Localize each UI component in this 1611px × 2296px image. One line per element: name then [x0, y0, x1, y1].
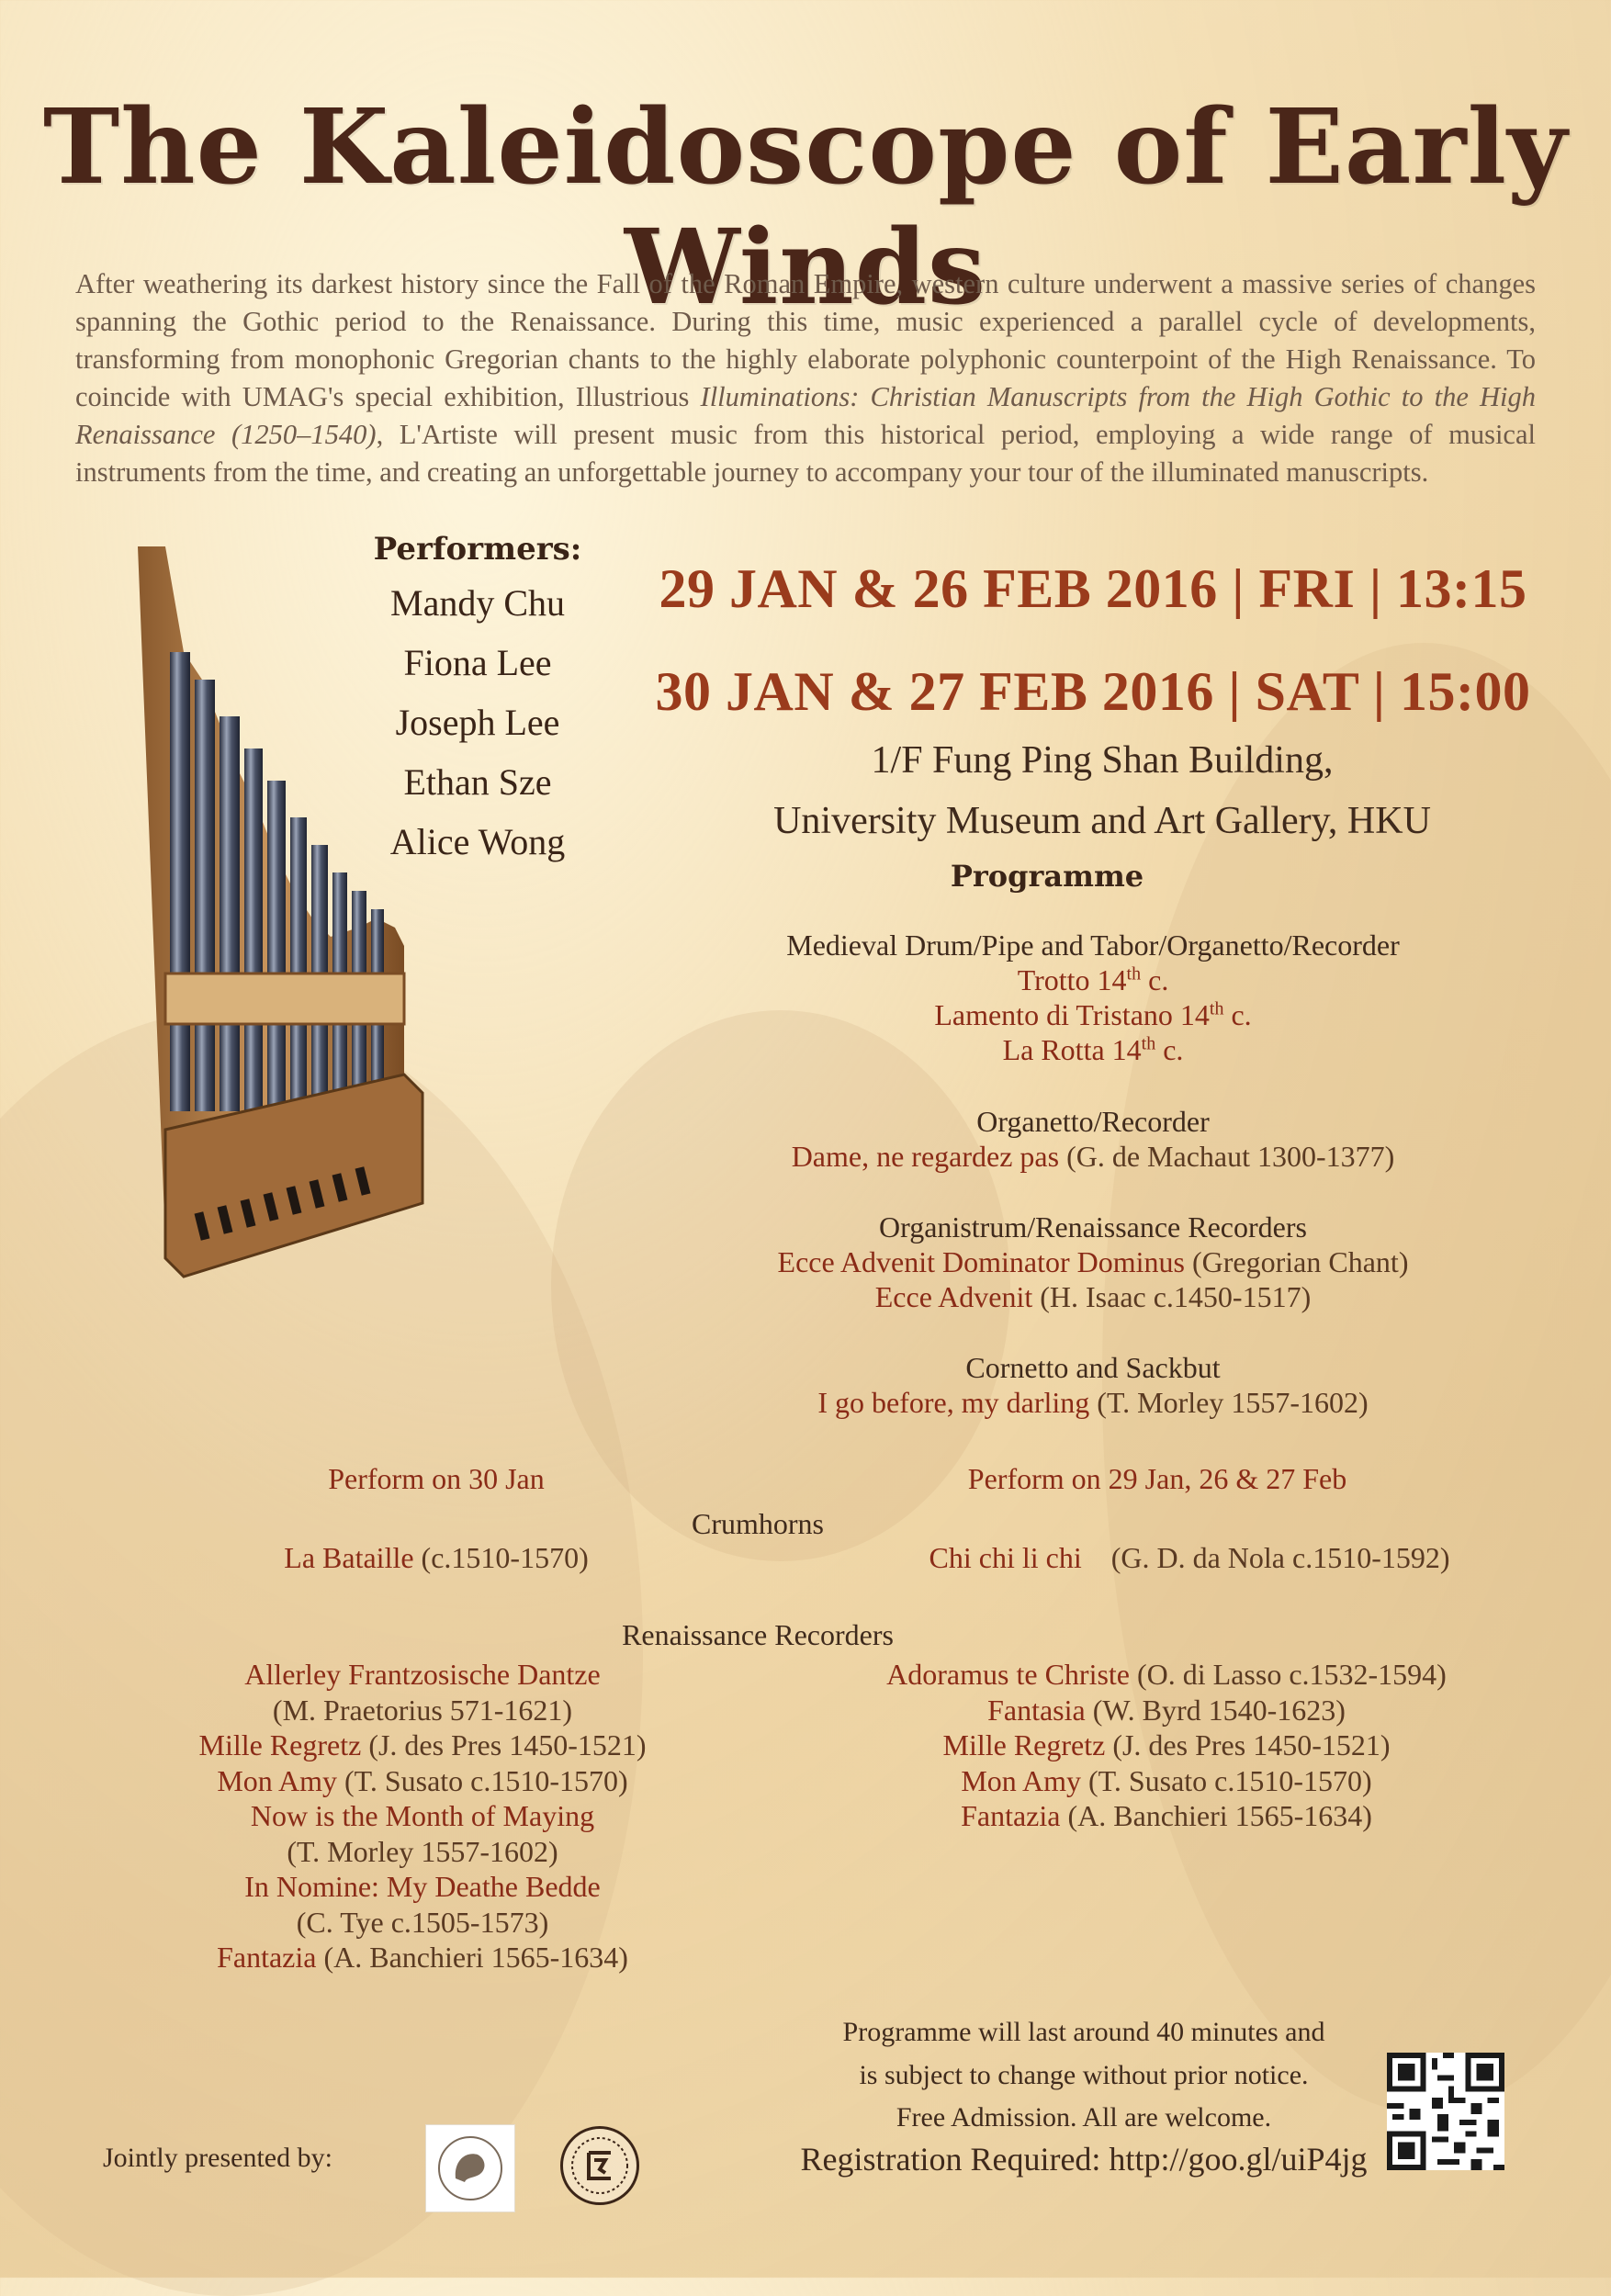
work-item: [129, 1763, 716, 1799]
work-century-sup: th: [1126, 963, 1142, 985]
work-item: [634, 1139, 1552, 1174]
work-item: [129, 1693, 716, 1728]
notice-line: Free Admission. All are welcome.: [896, 2102, 1272, 2133]
poster-title: The Kaleidoscope of Early Winds: [42, 87, 1569, 328]
umag-logo: [425, 2124, 515, 2212]
intro-text-end: , L'Artiste will present music from this historical period, employing a wide range of musical instruments from the time, and creating an unforgettable journey to accompany your tour of the illuminated manuscripts.: [75, 418, 1536, 488]
event-dates: [634, 537, 1552, 743]
section-heading: Cornetto and Sackbut: [965, 1351, 1221, 1384]
date-saturday: 30 JAN & 27 FEB 2016 | SAT | 15:00: [655, 661, 1531, 722]
programme-section-organistrum: [634, 1210, 1552, 1314]
intro-text: After weathering its darkest history since the Fall of the Roman Empire, western culture underwent a massive series of changes spanning the Gothic period to the Renaissance. During this time, music experienced a parallel cycle of developments, transforming from monophonic Gregorian chants to the highly elaborate polyphonic counterpoint of the High Renaissance. To coincide with UMAG's special exhibition, Illustrious: [75, 267, 1536, 412]
work-title: I go before, my darling: [817, 1386, 1090, 1419]
work-credit: (A. Banchieri 1565-1634): [1067, 1799, 1372, 1832]
work-credit: (G. de Machaut 1300-1377): [1066, 1140, 1395, 1173]
work-item: [808, 1763, 1525, 1799]
work-item: [129, 1728, 716, 1763]
work-item: [634, 997, 1552, 1032]
performer-name: Mandy Chu: [390, 582, 565, 624]
work-item: [634, 962, 1552, 997]
work-title: La Bataille: [284, 1541, 414, 1574]
performer-name: Fiona Lee: [403, 642, 552, 683]
venue-line: 1/F Fung Ping Shan Building,: [871, 739, 1334, 782]
work-item: [129, 1869, 716, 1905]
work-credit: (T. Morley 1557-1602): [287, 1834, 558, 1868]
work-century: 14: [1179, 998, 1210, 1031]
work-credit: (G. D. da Nola c.1510-1592): [1110, 1541, 1450, 1574]
work-title: Fantasia: [987, 1693, 1086, 1727]
venue-line: University Museum and Art Gallery, HKU: [773, 800, 1431, 842]
intro-paragraph: [75, 265, 1536, 491]
crumhorns-right-work: [822, 1540, 1557, 1576]
programme-section-organetto: [634, 1104, 1552, 1174]
work-credit: (J. des Pres 1450-1521): [1112, 1728, 1391, 1761]
work-credit: (c.1510-1570): [421, 1541, 589, 1574]
work-title: Mille Regretz: [942, 1728, 1106, 1761]
work-item: [129, 1798, 716, 1834]
work-item: [808, 1798, 1525, 1834]
recorders-left-column: [129, 1657, 716, 1975]
venue: [680, 730, 1525, 851]
work-century: 14: [1111, 1033, 1142, 1066]
work-item: [129, 1905, 716, 1941]
crumhorns-left-work: [161, 1540, 712, 1576]
jointly-presented-label: Jointly presented by:: [103, 2143, 332, 2173]
crumhorns-heading: Crumhorns: [692, 1507, 824, 1540]
work-title: Fantazia: [217, 1941, 317, 1974]
work-item: [634, 1244, 1552, 1279]
work-credit: (A. Banchieri 1565-1634): [323, 1941, 628, 1974]
work-credit: (W. Byrd 1540-1623): [1092, 1693, 1346, 1727]
recorders-right-column: [808, 1657, 1525, 1834]
work-century: 14: [1097, 963, 1127, 996]
work-item: [129, 1657, 716, 1693]
work-credit: (J. des Pres 1450-1521): [368, 1728, 647, 1761]
work-item: [634, 1385, 1552, 1420]
section-heading: Medieval Drum/Pipe and Tabor/Organetto/Recorder: [786, 929, 1400, 962]
performer-name: Alice Wong: [389, 821, 566, 862]
work-credit: (T. Susato c.1510-1570): [344, 1763, 628, 1797]
work-item: [634, 1032, 1552, 1067]
work-century-sup: th: [1141, 1033, 1156, 1054]
work-title: Ecce Advenit: [874, 1280, 1033, 1313]
work-title: Trotto: [1017, 963, 1090, 996]
work-item: [808, 1657, 1525, 1693]
work-century-suffix: c.: [1231, 998, 1252, 1031]
performers-list: [340, 531, 615, 872]
programme-section-medieval: [634, 928, 1552, 1067]
work-credit: (M. Praetorius 571-1621): [272, 1693, 573, 1727]
work-title: Dame, ne regardez pas: [791, 1140, 1060, 1173]
notice-line: is subject to change without prior notice.: [859, 2059, 1309, 2090]
date-friday: 29 JAN & 26 FEB 2016 | FRI | 13:15: [659, 558, 1527, 619]
performer-name: Joseph Lee: [395, 702, 560, 743]
work-century-suffix: c.: [1163, 1033, 1184, 1066]
work-title: Chi chi li chi: [929, 1541, 1082, 1574]
work-title: Allerley Frantzosische Dantze: [244, 1658, 601, 1691]
performers-label: Performers:: [373, 531, 582, 568]
notice-line: Programme will last around 40 minutes and: [842, 2017, 1325, 2047]
work-item: [129, 1834, 716, 1870]
work-title: Now is the Month of Maying: [250, 1799, 595, 1832]
perform-other-dates-label: Perform on 29 Jan, 26 & 27 Feb: [967, 1462, 1347, 1495]
work-title: Ecce Advenit Dominator Dominus: [777, 1245, 1185, 1278]
work-century-suffix: c.: [1148, 963, 1169, 996]
work-item: [129, 1940, 716, 1975]
perform-30jan-label: Perform on 30 Jan: [328, 1462, 545, 1495]
exhibition-title: Illuminations: Christian Manuscripts from the High Gothic to the High Renaissance (1250–1540): [75, 380, 1537, 450]
work-title: Fantazia: [961, 1799, 1061, 1832]
work-title: Lamento di Tristano: [934, 998, 1173, 1031]
performer-name: Ethan Sze: [403, 761, 552, 803]
work-title: In Nomine: My Deathe Bedde: [244, 1870, 601, 1903]
work-title: La Rotta: [1002, 1033, 1105, 1066]
section-heading: Organistrum/Renaissance Recorders: [879, 1210, 1307, 1244]
programme-section-cornetto: [634, 1350, 1552, 1420]
section-heading: Organetto/Recorder: [976, 1105, 1210, 1138]
registration-link[interactable]: Registration Required: http://goo.gl/uiP4jg: [800, 2141, 1368, 2178]
work-item: [808, 1728, 1525, 1763]
programme-notice: [707, 2011, 1460, 2140]
work-item: [634, 1279, 1552, 1314]
work-title: Mon Amy: [217, 1763, 337, 1797]
work-title: Mille Regretz: [198, 1728, 362, 1761]
work-century-sup: th: [1209, 998, 1224, 1019]
work-item: [808, 1693, 1525, 1728]
lartiste-logo: [560, 2126, 639, 2205]
work-credit: (C. Tye c.1505-1573): [296, 1905, 549, 1939]
work-credit: (O. di Lasso c.1532-1594): [1137, 1658, 1447, 1691]
work-credit: (H. Isaac c.1450-1517): [1040, 1280, 1312, 1313]
work-credit: (T. Susato c.1510-1570): [1088, 1763, 1372, 1797]
recorders-heading: Renaissance Recorders: [622, 1618, 894, 1651]
work-title: Adoramus te Christe: [886, 1658, 1130, 1691]
work-credit: (Gregorian Chant): [1192, 1245, 1409, 1278]
qr-code[interactable]: [1387, 2053, 1504, 2170]
programme-heading: Programme: [950, 859, 1144, 894]
work-title: Mon Amy: [961, 1763, 1081, 1797]
work-credit: (T. Morley 1557-1602): [1097, 1386, 1369, 1419]
